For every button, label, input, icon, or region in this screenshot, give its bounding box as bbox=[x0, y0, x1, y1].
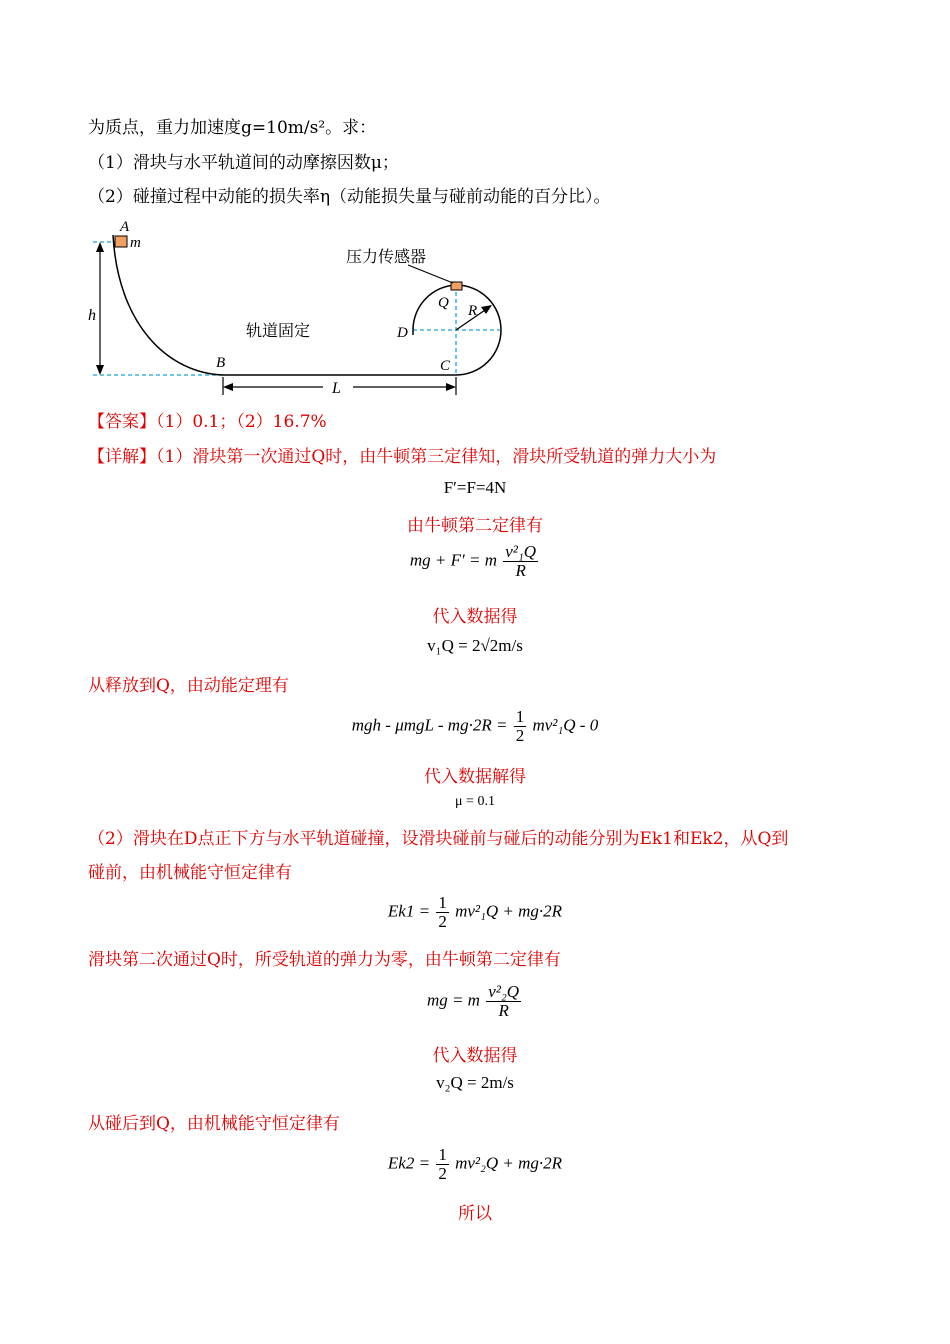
text-second-pass: 滑块第二次通过Q时，所受轨道的弹力为零，由牛顿第二定律有 bbox=[88, 950, 561, 970]
answer-line bbox=[88, 410, 327, 434]
eq6-num: 1 bbox=[438, 893, 447, 912]
eq2-left: mg + F′ = m bbox=[409, 550, 497, 570]
equation-1: F′=F=4N bbox=[443, 478, 507, 497]
eq9-num: 1 bbox=[438, 1145, 447, 1164]
eq4-left: mgh - μmgL - mg·2R = bbox=[351, 715, 512, 735]
eq6-den: 2 bbox=[438, 912, 447, 931]
eq4-num: 1 bbox=[515, 707, 525, 726]
ramp-curve bbox=[113, 235, 226, 375]
text-release: 从释放到Q，由动能定理有 bbox=[88, 676, 289, 696]
answer-tag: 【答案】 bbox=[88, 412, 156, 432]
answer-text: （1）0.1；（2）16.7% bbox=[156, 412, 327, 432]
equation-5: μ = 0.1 bbox=[455, 794, 495, 809]
label-R: R bbox=[468, 303, 478, 319]
label-B: B bbox=[216, 355, 226, 371]
part2-line-1: （2）滑块在D点正下方与水平轨道碰撞，设滑块碰前与碰后的动能分别为Ek1和Ek2，从Q到 bbox=[88, 829, 789, 849]
detail-text: （1）滑块第一次通过Q时，由牛顿第三定律知，滑块所受轨道的弹力大小为 bbox=[156, 447, 717, 467]
eq7-fraction bbox=[486, 983, 521, 1020]
text-substitute-1: 代入数据得 bbox=[432, 607, 518, 627]
label-C: C bbox=[440, 358, 451, 374]
label-A: A bbox=[120, 219, 130, 235]
label-m: m bbox=[130, 235, 141, 251]
equation-3: v₁Q = 2√2m/s bbox=[427, 636, 523, 655]
label-h: h bbox=[88, 307, 96, 324]
label-track-fixed: 轨道固定 bbox=[246, 321, 311, 340]
text-substitute-3: 代入数据得 bbox=[432, 1046, 518, 1066]
text-substitute-2: 代入数据解得 bbox=[424, 767, 526, 787]
label-L: L bbox=[332, 380, 341, 397]
text-after-collision: 从碰后到Q，由机械能守恒定律有 bbox=[88, 1114, 340, 1134]
eq4-right: mv²₁Q - 0 bbox=[532, 715, 599, 735]
eq9-right: mv²₂Q + mg·2R bbox=[455, 1153, 563, 1173]
eq2-den: R bbox=[515, 561, 526, 580]
eq7-left: mg = m bbox=[426, 990, 480, 1010]
label-sensor: 压力传感器 bbox=[346, 247, 427, 266]
intro-line: 为质点，重力加速度g=10m/s²。求： bbox=[88, 118, 377, 138]
label-D: D bbox=[397, 325, 408, 341]
sensor-pointer bbox=[408, 265, 453, 283]
label-Q: Q bbox=[438, 295, 449, 311]
text-therefore: 所以 bbox=[458, 1204, 492, 1224]
eq2-num: v²₁Q bbox=[505, 542, 537, 561]
equation-4 bbox=[0, 708, 950, 745]
question-2: （2）碰撞过程中动能的损失率η（动能损失量与碰前动能的百分比）。 bbox=[88, 187, 611, 207]
track-diagram bbox=[88, 215, 518, 400]
eq9-fraction bbox=[436, 1146, 449, 1183]
eq4-den: 2 bbox=[515, 726, 525, 745]
equation-8: v₂Q = 2m/s bbox=[436, 1073, 514, 1092]
detail-line bbox=[88, 445, 716, 469]
equation-7 bbox=[0, 983, 950, 1020]
eq2-fraction bbox=[503, 543, 538, 580]
eq4-fraction bbox=[514, 708, 527, 745]
eq6-fraction bbox=[436, 894, 449, 931]
eq9-den: 2 bbox=[438, 1164, 447, 1183]
equation-9 bbox=[0, 1146, 950, 1183]
equation-6 bbox=[0, 894, 950, 931]
detail-tag: 【详解】 bbox=[88, 447, 156, 467]
text-newton-second: 由牛顿第二定律有 bbox=[407, 516, 543, 536]
eq9-left: Ek2 = bbox=[387, 1153, 435, 1173]
eq7-den: R bbox=[498, 1001, 509, 1020]
question-1: （1）滑块与水平轨道间的动摩擦因数μ； bbox=[88, 153, 399, 173]
eq6-left: Ek1 = bbox=[387, 901, 435, 921]
equation-2 bbox=[0, 543, 950, 580]
part2-line-2: 碰前，由机械能守恒定律有 bbox=[88, 863, 292, 883]
eq6-right: mv²₁Q + mg·2R bbox=[455, 901, 563, 921]
eq7-num: v²₂Q bbox=[488, 982, 520, 1001]
block-m bbox=[115, 236, 127, 247]
